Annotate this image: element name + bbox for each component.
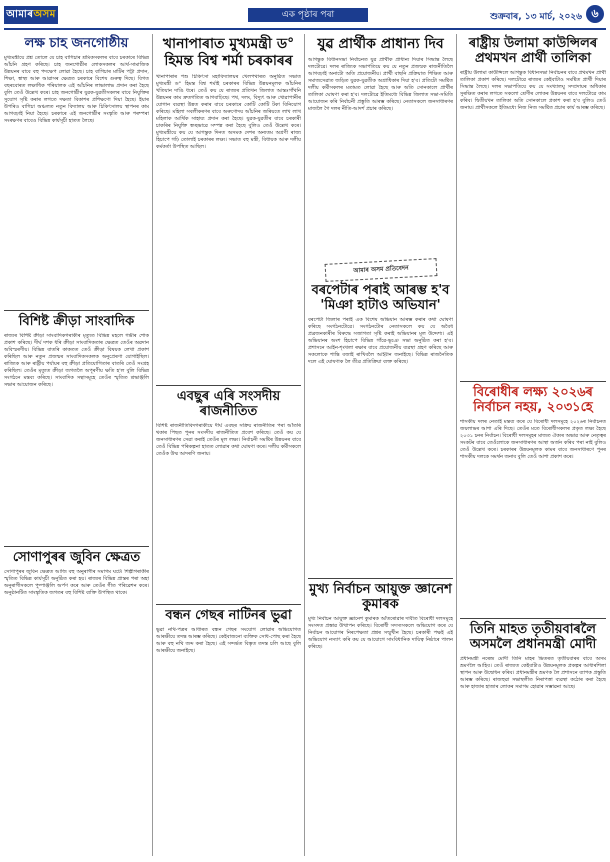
report-stamp: আমাৰ অসম প্ৰতিবেদন <box>324 258 437 282</box>
section-label: এক পৃষ্ঠাৰ পৰা <box>248 8 368 22</box>
logo-main: আমাৰ <box>6 8 34 20</box>
column-1 <box>4 34 149 819</box>
article-divider <box>4 546 149 547</box>
headline-tea-community: লক্ষ চাহ জনগোষ্ঠীয় <box>24 36 129 51</box>
article-body: মুখ্যমন্ত্ৰীয়ে প্ৰশ্ন তোলে যে চাহ বাগিচাৰ শ্ৰমিকসকলৰ বাবে চৰকাৰে বিভিন্ন আঁচনি গ্ৰহণ কৰিছে। চাহ জনগোষ্ঠীৰ লোকসকলৰ আৰ্থ-সামাজিক উন্নয়নৰ বাবে বহু পদক্ষেপ লোৱা হৈছে। চাহ বাগিচাৰ মাটিৰ পট্টা প্ৰদান, শিক্ষা, স্বাস্থ্য আৰু আৱাসৰ ক্ষেত্ৰত চৰকাৰে বিশেষ গুৰুত্ব দিছে। বিগত বছৰবোৰত লক্ষাধিক পৰিয়ালক এই আঁচনিৰ লাভালাভ প্ৰদান কৰা হৈছে বুলি তেওঁ উল্লেখ কৰে। চাহ জনগোষ্ঠীৰ যুৱক-যুৱতীসকলৰ বাবে নিযুক্তিৰ সুযোগ সৃষ্টি কৰাৰ লগতে দক্ষতা বিকাশৰ প্ৰশিক্ষণো দিয়া হৈছে। ইয়াৰ উপৰিও বাগিচা অঞ্চলত নতুন বিদ্যালয় আৰু চিকিৎসালয় স্থাপনৰ কাম আগবঢ়াই নিয়া হৈছে। চৰকাৰে এই জনগোষ্ঠীৰ সংস্কৃতি আৰু পৰম্পৰা সংৰক্ষণৰ বাবেও বিভিন্ন কাৰ্যসূচী হাতত লৈছে। <box>4 55 149 307</box>
page-header <box>0 0 610 30</box>
article-divider <box>156 604 301 605</box>
article-body: বিশিষ্ট ৰাজনীতিবিদগৰাকীয়ে দীৰ্ঘ এবছৰ সক্ৰিয় ৰাজনীতিৰ পৰা আঁতৰি থকাৰ পিছত পুনৰ সংসদীয় ৰাজনীতিত প্ৰবেশ কৰিছে। তেওঁ কয় যে জনসাধাৰণৰ সেৱা কৰাই তেওঁৰ মূল লক্ষ্য। নিৰ্বাচনী সমষ্টিৰ উন্নয়নৰ বাবে তেওঁ বিভিন্ন পৰিকল্পনা হাতত লোৱাৰ কথা ঘোষণা কৰে। দলীয় কৰ্মীসকলে তেওঁক উষ্ম আদৰণি জনায়। <box>156 423 301 601</box>
headline-chief-election-commissioner: মুখ্য নিৰ্বাচন আয়ুক্ত জ্ঞানেশ কুমাৰক <box>309 582 452 612</box>
header-rule <box>4 28 606 30</box>
headline-zubin-kshetra: সোণাপুৰৰ জুবিন ক্ষেত্ৰত <box>12 550 141 565</box>
headline-barpeta-campaign: বৰপেটাৰ পৰাই আৰম্ভ হ'ব 'মিঞা হাটাও অভিযান' <box>311 283 450 313</box>
article-divider <box>156 385 301 386</box>
column-divider <box>304 34 305 856</box>
headline-cm-khanapara: খানাপাৰাত মুখ্যমন্ত্ৰী ড° হিমন্ত বিশ্ব শৰ্মা চৰকাৰৰ <box>162 36 295 69</box>
headline-bandhan-gas: বন্ধন গেছৰ নাটিনৰ ভুৱা <box>165 608 292 623</box>
article-divider <box>308 578 453 579</box>
article-divider <box>4 310 149 311</box>
headline-opposition-2031: বিৰোধীৰ লক্ষ্য ২০২৬ৰ নিৰ্বাচন নহয়, ২০৩১হে <box>473 385 593 415</box>
article-body: বৰপেটা জিলাৰ পৰাই এক বিশেষ অভিযান আৰম্ভ কৰাৰ কথা ঘোষণা কৰিছে সংগঠনটোৱে। সংগঠনটোৰ নেতাসকলে কয় যে অবৈধ প্ৰব্ৰজনকাৰীৰ বিৰুদ্ধে সজাগতা সৃষ্টি কৰাই অভিযানৰ মূল উদ্দেশ্য। এই অভিযানৰ অংশ হিচাপে বিভিন্ন গাঁৱে-ভূঞে সভা অনুষ্ঠিত কৰা হ'ব। প্ৰশাসনে আইন-শৃংখলা ৰক্ষাৰ বাবে প্ৰয়োজনীয় ব্যৱস্থা গ্ৰহণ কৰিছে আৰু সকলোকে শান্তি বজাই ৰাখিবলৈ আহ্বান জনাইছে। বিভিন্ন ৰাজনৈতিক দলে এই ঘোষণাক লৈ তীব্ৰ প্ৰতিক্ৰিয়া ব্যক্ত কৰিছে। <box>308 317 453 575</box>
article-divider <box>460 381 606 382</box>
column-2 <box>156 34 301 827</box>
column-divider <box>152 34 153 856</box>
column-divider <box>456 34 457 856</box>
headline-parliamentary-politics: এবছুৰ এৰি সংসদীয় ৰাজনীতিত <box>176 389 281 419</box>
logo-accent: অসম <box>33 8 56 20</box>
column-3 <box>308 34 453 806</box>
page-number: ৬ <box>586 5 604 23</box>
article-body: মুখ্য নিৰ্বাচন আয়ুক্ত জ্ঞানেশ কুমাৰক আঁতৰোৱাৰ দাবীত বিৰোধী দলসমূহে সংসদত প্ৰস্তাৱ উত্থাপন কৰিছে। বিৰোধী সদস্যসকলে অভিযোগ কৰে যে নিৰ্বাচন আয়োগৰ নিৰপেক্ষতা প্ৰশ্নৰ সন্মুখীন হৈছে। চৰকাৰী পক্ষই এই অভিযোগ নস্যাৎ কৰি কয় যে আয়োগে সাংবিধানিক দায়িত্ব নিষ্ঠাৰে পালন কৰিছে। <box>308 616 453 806</box>
headline-ulama-council: ৰাষ্ট্ৰীয় উলামা কাউন্সিলৰ প্ৰথমখন প্ৰাৰ্থী তালিকা <box>468 36 598 66</box>
article-body: ভুৱা নথি-পত্ৰৰ আধাৰত বন্ধন গেছৰ সংযোগ লোৱাৰ অভিযোগত আৰক্ষীয়ে তদন্ত আৰম্ভ কৰিছে। কেইবাজনো ব্যক্তিক সোধ-পোছ কৰা হৈছে আৰু বহু নথি জব্দ কৰা হৈছে। এই সন্দৰ্ভত বিস্তৃত তদন্ত চলি আছে বুলি আৰক্ষীয়ে জনাইছে। <box>156 627 301 827</box>
headline-pm-modi-visit: তিনি মাহত তৃতীয়বাৰলৈ অসমলৈ প্ৰধানমন্ত্ৰী মোদী <box>469 622 597 652</box>
column-4 <box>460 34 606 856</box>
article-body: সোণাপুৰৰ জুবিন ক্ষেত্ৰত আজি বহু অনুৰাগীৰ সমাগম ঘটে। শিল্পীগৰাকীৰ স্মৃতিত বিভিন্ন কাৰ্যসূচী অনুষ্ঠিত কৰা হয়। ৰাজ্যৰ বিভিন্ন প্ৰান্তৰ পৰা অহা অনুৰাগীসকলে পুষ্পাঞ্জলি অৰ্পণ কৰে আৰু তেওঁৰ গীত পৰিৱেশন কৰে। অনুষ্ঠানটিত সাংস্কৃতিক জগতৰ বহু বিশিষ্ট ব্যক্তি উপস্থিত থাকে। <box>4 569 149 819</box>
issue-date: শুক্ৰবাৰ, ১৩ মাৰ্চ, ২০২৬ <box>490 12 582 22</box>
masthead-logo <box>4 6 58 24</box>
headline-sports-journalist: বিশিষ্ট ক্ৰীড়া সাংবাদিক <box>18 314 135 329</box>
article-body: ৰাষ্ট্ৰীয় উলামা কাউন্সিলে আগন্তুক বিধানসভা নিৰ্বাচনৰ বাবে প্ৰথমখন প্ৰাৰ্থী তালিকা প্ৰকাশ কৰিছে। দলটোৱে ৰাজ্যৰ কেইবাটাও সমষ্টিত প্ৰাৰ্থী দিয়াৰ সিদ্ধান্ত লৈছে। দলৰ সভাপতিয়ে কয় যে সংখ্যালঘু সম্প্ৰদায়ৰ অধিকাৰ সুৰক্ষিত কৰাৰ লগতে সকলো শ্ৰেণীৰ লোকৰ উন্নয়নৰ বাবে দলটোৱে কাম কৰিব। দ্বিতীয়খন তালিকা অতি সোনকালে প্ৰকাশ কৰা হ'ব বুলিও তেওঁ জনায়। প্ৰাৰ্থীসকলে ইতিমধ্যে নিজ নিজ সমষ্টিত প্ৰচাৰ কাৰ্য আৰম্ভ কৰিছে। <box>460 70 606 378</box>
article-divider <box>460 618 606 619</box>
article-body: খানাপাৰাৰ পশু চিকিৎসা মহাবিদ্যালয়ৰ খেলপথাৰত অনুষ্ঠিত সভাত মুখ্যমন্ত্ৰী ড° হিমন্ত বিশ্ব শৰ্মাই চৰকাৰৰ বিভিন্ন উন্নয়নমূলক আঁচনিৰ খতিয়ান দাঙি ধৰে। তেওঁ কয় যে ৰাজ্যৰ প্ৰতিখন জিলাত আন্তঃগাঁথনি উন্নয়নৰ কাম দ্ৰুতগতিত আগবাঢ়িছে। পথ, দলং, বিদ্যুৎ আৰু খোৱাপানীৰ যোগান ব্যৱস্থা উন্নত কৰাৰ বাবে চৰকাৰে কোটি কোটি টকা বিনিয়োগ কৰিছে। মহিলা সবলীকৰণৰ বাবে অৰুণোদয় আঁচনিৰ জৰিয়তে লাখ লাখ মহিলাক আৰ্থিক সাহায্য প্ৰদান কৰা হৈছে। যুৱক-যুৱতীৰ বাবে চৰকাৰী চাকৰিৰ নিযুক্তি স্বচ্ছভাৱে সম্পন্ন কৰা হৈছে বুলিও তেওঁ উল্লেখ কৰে। মুখ্যমন্ত্ৰীয়ে কয় যে আগন্তুক দিনত অসমক দেশৰ অন্যতম অগ্ৰণী ৰাজ্য হিচাপে গঢ়ি তোলাই চৰকাৰৰ লক্ষ্য। সভাত বহু মন্ত্ৰী, বিধায়ক আৰু দলীয় কৰ্মকৰ্তা উপস্থিত আছিল। <box>156 74 301 382</box>
article-body: আগন্তুক বিধানসভা নিৰ্বাচনত যুৱ প্ৰাৰ্থীক প্ৰাধান্য দিয়াৰ সিদ্ধান্ত লৈছে দলটোৱে। দলৰ ৰাজ্যিক সভাপতিয়ে কয় যে নতুন প্ৰজন্মক ৰাজনীতিলৈ আগবঢ়াই অনাটো অতি প্ৰয়োজনীয়। প্ৰাৰ্থী বাছনি প্ৰক্ৰিয়াত শিক্ষিত আৰু সমাজসেৱাত জড়িত যুৱক-যুৱতীক অগ্ৰাধিকাৰ দিয়া হ'ব। প্ৰতিটো সমষ্টিত দলীয় কৰ্মীসকলৰ মতামত লোৱা হৈছে আৰু অতি সোনকালে প্ৰাৰ্থীৰ তালিকা ঘোষণা কৰা হ'ব। দলটোৱে ইতিমধ্যে বিভিন্ন জিলাত সভা-সমিতি আয়োজন কৰি নিৰ্বাচনী প্ৰস্তুতি আৰম্ভ কৰিছে। নেতাসকলে জনসাধাৰণৰ মাজলৈ গৈ দলৰ নীতি-আদৰ্শ প্ৰচাৰ কৰিছে। <box>308 57 453 257</box>
article-body: প্ৰধানমন্ত্ৰী নৰেন্দ্ৰ মোদী তিনি মাহৰ ভিতৰত তৃতীয়বাৰৰ বাবে অসম ভ্ৰমণলৈ আহিব। তেওঁ ৰাজ্যত কেইবাটাও উন্নয়নমূলক প্ৰকল্পৰ আধাৰশিলা স্থাপন আৰু উদ্বোধন কৰিব। প্ৰধানমন্ত্ৰীৰ ভ্ৰমণক লৈ প্ৰশাসনে ব্যাপক প্ৰস্তুতি আৰম্ভ কৰিছে। ৰাজহুৱা সভাস্থলীত নিৰাপত্তা ব্যৱস্থা কঠোৰ কৰা হৈছে আৰু হাজাৰ হাজাৰ লোকৰ সমাগম হোৱাৰ সম্ভাৱনা আছে। <box>460 656 606 856</box>
headline-youth-candidates: যুৱ প্ৰাৰ্থীক প্ৰাধান্য দিব <box>317 36 444 52</box>
article-body: ৰাজ্যৰ বিশিষ্ট ক্ৰীড়া সাংবাদিকগৰাকীৰ মৃত্যুত বিভিন্ন মহলে গভীৰ শোক প্ৰকাশ কৰিছে। দীৰ্ঘ দশক ধৰি ক্ৰীড়া সাংবাদিকতাৰ ক্ষেত্ৰত তেওঁৰ অৱদান অবিস্মৰণীয়। বিভিন্ন বাতৰি কাকতত তেওঁ ক্ৰীড়া বিষয়ক লেখা প্ৰকাশ কৰিছিল আৰু নতুন প্ৰজন্মৰ সাংবাদিকসকলক অনুপ্ৰেৰণা যোগাইছিল। ৰাজ্যিক আৰু ৰাষ্ট্ৰীয় পৰ্যায়ৰ বহু ক্ৰীড়া প্ৰতিযোগিতাৰ বাতৰি তেওঁ সংগ্ৰহ কৰিছিল। তেওঁৰ মৃত্যুত ক্ৰীড়া জগতলৈ অপূৰণীয় ক্ষতি হ'ল বুলি বিভিন্ন সংগঠনে মন্তব্য কৰিছে। সাংবাদিক সন্থাসমূহে তেওঁৰ স্মৃতিত শ্ৰদ্ধাঞ্জলি সভাৰ আয়োজন কৰিছে। <box>4 333 149 543</box>
article-body: শাসকীয় দলৰ নেতাই মন্তব্য কৰে যে বিৰোধী দলসমূহে ২০২৬ৰ নিৰ্বাচনত জয়লাভৰ আশা এৰি দিছে। তেওঁৰ মতে বিৰোধীসকলৰ প্ৰকৃত লক্ষ্য হৈছে ২০৩১ চনৰ নিৰ্বাচন। বিৰোধী দলসমূহৰ মাজত ঐক্যৰ অভাৱ আৰু নেতৃত্বৰ সংকটৰ বাবে তেওঁলোকে জনসাধাৰণৰ আস্থা অৰ্জন কৰিব পৰা নাই বুলিও তেওঁ উল্লেখ কৰে। চৰকাৰৰ উন্নয়নমূলক কামৰ বাবে জনসাধাৰণে পুনৰ শাসকীয় দলকে সমৰ্থন জনাব বুলি তেওঁ আশা প্ৰকাশ কৰে। <box>460 419 606 615</box>
